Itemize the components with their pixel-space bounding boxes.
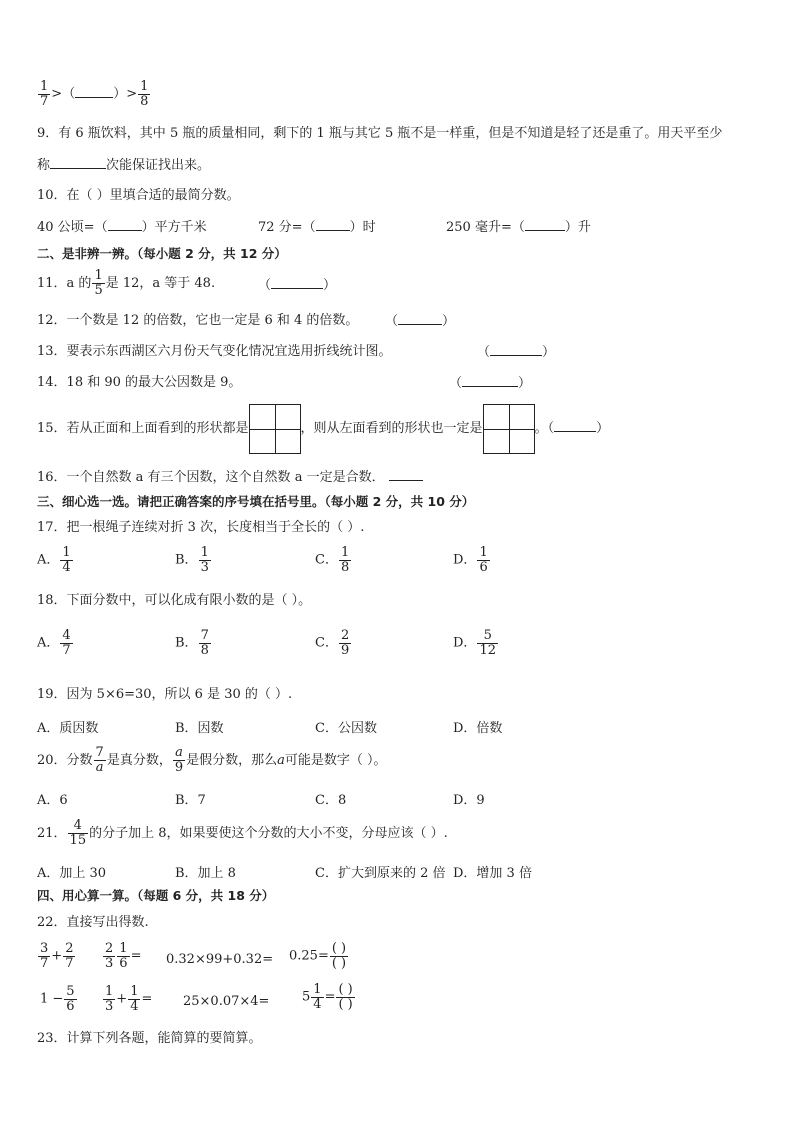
numerator: a bbox=[175, 745, 183, 761]
section-2-heading: 二、是非辨一辨。（每小题 2 分，共 12 分） bbox=[37, 246, 287, 261]
numerator: 1 bbox=[340, 545, 350, 560]
numerator: 1 bbox=[62, 545, 71, 560]
denominator: 8 bbox=[140, 93, 149, 109]
fraction bbox=[60, 546, 72, 574]
denominator[interactable]: ( ) bbox=[331, 955, 347, 971]
q10-b bbox=[258, 218, 376, 237]
q21-post: 的分子加上 8，如果要使这个分数的大小不变，分母应该（ ）. bbox=[89, 826, 448, 841]
q17: 17．把一根绳子连续对折 3 次，长度相当于全长的（ ）. bbox=[37, 520, 365, 535]
denominator: 7 bbox=[65, 955, 74, 971]
q20-option-c[interactable]: C．8 bbox=[315, 793, 347, 808]
denominator: 4 bbox=[130, 998, 139, 1014]
denominator: 3 bbox=[105, 955, 114, 971]
q18-option-c[interactable] bbox=[315, 629, 352, 657]
square-grid-icon bbox=[249, 404, 301, 454]
option-label: B． bbox=[175, 635, 198, 651]
paren-close: ） bbox=[596, 421, 610, 436]
q22-r2-a bbox=[40, 985, 78, 1013]
q19-option-d[interactable]: D．倍数 bbox=[453, 721, 503, 736]
option-label: A． bbox=[37, 635, 60, 651]
denominator[interactable]: ( ) bbox=[338, 996, 353, 1012]
option-label: A． bbox=[37, 552, 60, 568]
q20-mid2: 是假分数，那么 bbox=[186, 753, 278, 768]
fraction bbox=[92, 269, 104, 297]
q9-post: 次能保证找出来。 bbox=[106, 158, 211, 173]
numerator: 5 bbox=[66, 984, 75, 999]
q17-option-b[interactable] bbox=[175, 546, 212, 574]
denominator: 6 bbox=[479, 559, 488, 575]
numerator: 7 bbox=[200, 628, 209, 643]
fraction bbox=[173, 746, 185, 774]
q13: 13．要表示东西湖区六月份天气变化情况宜选用折线统计图。 bbox=[37, 344, 392, 359]
answer-blank[interactable] bbox=[108, 218, 142, 231]
q16-text: 16．一个自然数 a 有三个因数，这个自然数 a 一定是合数． bbox=[37, 470, 385, 485]
q20 bbox=[37, 744, 387, 778]
section-3-heading: 三、细心选一选。请把正确答案的序号填在括号里。（每小题 2 分，共 10 分） bbox=[37, 494, 475, 509]
paren-open: （ bbox=[385, 314, 399, 329]
numerator[interactable]: ( ) bbox=[331, 941, 347, 956]
fraction bbox=[103, 985, 115, 1013]
answer-blank[interactable] bbox=[75, 85, 113, 98]
numerator: 1 bbox=[200, 545, 209, 560]
denominator: 9 bbox=[174, 760, 184, 775]
q19: 19．因为 5×6=30，所以 6 是 30 的（ ）. bbox=[37, 687, 293, 702]
q20-option-d[interactable]: D．9 bbox=[453, 793, 485, 808]
denominator: 7 bbox=[40, 955, 49, 971]
q18: 18．下面分数中，可以化成有限小数的是（ ）。 bbox=[37, 593, 312, 608]
numerator: 7 bbox=[95, 745, 104, 761]
numerator: 1 bbox=[94, 268, 103, 284]
numerator: 3 bbox=[40, 941, 49, 956]
q10-b-post: ）时 bbox=[349, 220, 376, 235]
q10-a bbox=[37, 218, 207, 237]
whole-number: 5 bbox=[302, 989, 311, 1005]
q22-r1-a bbox=[37, 942, 76, 970]
answer-blank[interactable] bbox=[554, 419, 596, 432]
fraction bbox=[38, 80, 50, 108]
q14: 14．18 和 90 的最大公因数是 9。 bbox=[37, 375, 242, 390]
q22-r1-d bbox=[289, 942, 349, 970]
option-label: C． bbox=[315, 635, 338, 651]
paren-close: ） bbox=[323, 278, 337, 293]
denominator: 7 bbox=[40, 93, 49, 109]
section-4-heading: 四、用心算一算。（每题 6 分，共 18 分） bbox=[37, 888, 275, 903]
q15-post: 。（ bbox=[534, 421, 555, 436]
q17-option-d[interactable] bbox=[453, 546, 491, 574]
option-label: D． bbox=[453, 635, 477, 651]
denominator: 3 bbox=[105, 998, 114, 1014]
plus-sign: + bbox=[51, 948, 63, 964]
numerator[interactable]: ( ) bbox=[338, 982, 353, 997]
q19-option-b[interactable]: B．因数 bbox=[175, 721, 224, 736]
q13-answer bbox=[477, 343, 555, 362]
q22-r2-a-pre: 1 − bbox=[40, 991, 64, 1007]
fraction bbox=[199, 629, 211, 657]
q9-pre: 称 bbox=[37, 158, 51, 173]
answer-blank[interactable] bbox=[490, 343, 542, 356]
paren-close: ） bbox=[542, 345, 556, 360]
fraction bbox=[311, 983, 323, 1011]
q15 bbox=[37, 403, 609, 455]
q22-r1-c: 0.32×99+0.32= bbox=[166, 952, 274, 967]
denominator: 15 bbox=[69, 833, 87, 848]
equals-sign: = bbox=[130, 948, 142, 964]
q15-pre: 15．若从正面和上面看到的形状都是 bbox=[37, 421, 249, 436]
variable-a: a bbox=[277, 753, 285, 768]
q22-r1-b bbox=[102, 942, 141, 970]
q22-r2-b bbox=[102, 985, 152, 1013]
numerator: 1 bbox=[130, 984, 139, 999]
q10-c bbox=[446, 218, 591, 237]
fraction bbox=[68, 819, 89, 847]
q12-answer bbox=[385, 312, 455, 331]
numerator: 1 bbox=[479, 545, 488, 560]
answer-blank[interactable] bbox=[50, 156, 106, 169]
q12: 12．一个数是 12 的倍数，它也一定是 6 和 4 的倍数。 bbox=[37, 313, 359, 328]
numerator: 1 bbox=[119, 941, 128, 956]
fraction bbox=[477, 629, 498, 657]
fraction bbox=[103, 942, 115, 970]
q18-option-a[interactable] bbox=[37, 629, 74, 657]
q20-option-b[interactable]: B．7 bbox=[175, 793, 206, 808]
denominator: 7 bbox=[62, 642, 71, 658]
option-label: D． bbox=[453, 552, 477, 568]
q18-option-d[interactable] bbox=[453, 629, 499, 657]
fraction bbox=[339, 629, 351, 657]
fraction bbox=[94, 746, 106, 774]
q21-pre: 21． bbox=[37, 826, 67, 841]
fraction bbox=[336, 983, 354, 1011]
fraction bbox=[199, 546, 211, 574]
paren-close: ） bbox=[113, 86, 127, 102]
q11-pre: 11．a 的 bbox=[37, 276, 92, 291]
q20-post: 可能是数字（ ）。 bbox=[284, 753, 387, 768]
numerator: 4 bbox=[62, 628, 71, 643]
q23: 23．计算下列各题，能简算的要简算。 bbox=[37, 1031, 262, 1046]
paren-open: （ bbox=[258, 278, 272, 293]
paren-close: ） bbox=[518, 376, 532, 391]
denominator: a bbox=[94, 760, 106, 775]
numerator: 5 bbox=[483, 628, 492, 643]
q22-r1-d-pre: 0.25= bbox=[289, 948, 329, 964]
option-label: C． bbox=[315, 552, 338, 568]
fraction bbox=[339, 546, 351, 574]
denominator: 4 bbox=[313, 996, 322, 1012]
q10-b-pre: 72 分=（ bbox=[258, 220, 316, 235]
denominator: 8 bbox=[200, 642, 209, 658]
fraction bbox=[38, 942, 50, 970]
q22: 22．直接写出得数. bbox=[37, 915, 149, 930]
denominator: 12 bbox=[479, 642, 496, 658]
denominator: 4 bbox=[62, 559, 71, 575]
q18-option-b[interactable] bbox=[175, 629, 212, 657]
paren-open: （ bbox=[62, 86, 76, 102]
q11-answer bbox=[258, 276, 336, 295]
option-label: B． bbox=[175, 552, 198, 568]
answer-blank[interactable] bbox=[525, 218, 565, 231]
numerator: 2 bbox=[340, 628, 350, 643]
paren-open: （ bbox=[477, 345, 491, 360]
q20-option-a[interactable]: A．6 bbox=[37, 793, 68, 808]
q22-r2-c: 25×0.07×4= bbox=[183, 994, 270, 1009]
square-grid-icon bbox=[483, 404, 535, 454]
q19-option-c[interactable]: C．公因数 bbox=[315, 721, 377, 736]
q22-r2-d bbox=[302, 983, 356, 1011]
answer-blank[interactable] bbox=[389, 468, 423, 481]
numerator: 1 bbox=[313, 982, 322, 997]
denominator: 9 bbox=[340, 642, 350, 658]
paren-close: ） bbox=[442, 314, 456, 329]
q10-c-pre: 250 毫升=（ bbox=[446, 220, 525, 235]
q21-option-a[interactable]: A．加上 30 bbox=[37, 866, 107, 881]
fraction bbox=[64, 985, 76, 1013]
answer-blank[interactable] bbox=[398, 312, 442, 325]
q17-option-c[interactable] bbox=[315, 546, 352, 574]
q11-post: 是 12，a 等于 48. bbox=[105, 276, 216, 291]
denominator: 5 bbox=[94, 283, 103, 298]
q8-comparison bbox=[37, 80, 151, 108]
numerator: 2 bbox=[105, 941, 114, 956]
q11 bbox=[37, 268, 215, 300]
fraction bbox=[128, 985, 140, 1013]
q10-a-post: ）平方千米 bbox=[141, 220, 207, 235]
q9-line2 bbox=[37, 156, 210, 175]
q17-option-a[interactable] bbox=[37, 546, 74, 574]
equals-sign: = bbox=[141, 991, 153, 1007]
q10-title: 10．在（ ）里填合适的最简分数。 bbox=[37, 188, 240, 203]
fraction bbox=[330, 942, 348, 970]
denominator: 6 bbox=[66, 998, 75, 1014]
numerator: 4 bbox=[73, 818, 82, 834]
q21 bbox=[37, 816, 448, 852]
q19-option-a[interactable]: A．质因数 bbox=[37, 721, 99, 736]
q10-a-pre: 40 公顷=（ bbox=[37, 220, 108, 235]
fraction bbox=[138, 80, 150, 108]
fraction bbox=[60, 629, 72, 657]
numerator: 1 bbox=[40, 79, 49, 94]
q20-pre: 20．分数 bbox=[37, 753, 93, 768]
fraction bbox=[477, 546, 489, 574]
numerator: 2 bbox=[65, 941, 74, 956]
denominator: 6 bbox=[119, 955, 128, 971]
numerator: 1 bbox=[140, 79, 149, 94]
q21-option-d[interactable]: D．增加 3 倍 bbox=[453, 866, 532, 881]
q10-c-post: ）升 bbox=[564, 220, 591, 235]
denominator: 3 bbox=[200, 559, 209, 575]
q14-answer bbox=[449, 374, 531, 393]
numerator: 1 bbox=[105, 984, 114, 999]
equals-sign: = bbox=[324, 989, 336, 1005]
q21-option-c[interactable]: C．扩大到原来的 2 倍 bbox=[315, 866, 446, 881]
greater-sign: > bbox=[126, 86, 138, 102]
q20-mid1: 是真分数， bbox=[106, 753, 172, 768]
answer-blank[interactable] bbox=[316, 218, 350, 231]
fraction bbox=[63, 942, 75, 970]
q21-option-b[interactable]: B．加上 8 bbox=[175, 866, 236, 881]
q16 bbox=[37, 468, 423, 487]
answer-blank[interactable] bbox=[462, 374, 518, 387]
greater-sign: > bbox=[51, 86, 63, 102]
paren-open: （ bbox=[449, 376, 463, 391]
q15-mid: ，则从左面看到的形状也一定是 bbox=[300, 421, 483, 436]
denominator: 8 bbox=[340, 559, 350, 575]
answer-blank[interactable] bbox=[271, 276, 323, 289]
fraction bbox=[117, 942, 129, 970]
plus-sign: + bbox=[116, 991, 128, 1007]
q9-line1: 9．有 6 瓶饮料，其中 5 瓶的质量相同，剩下的 1 瓶与其它 5 瓶不是一样重，但是不知道是轻了还是重了。用天平至少 bbox=[37, 126, 723, 141]
